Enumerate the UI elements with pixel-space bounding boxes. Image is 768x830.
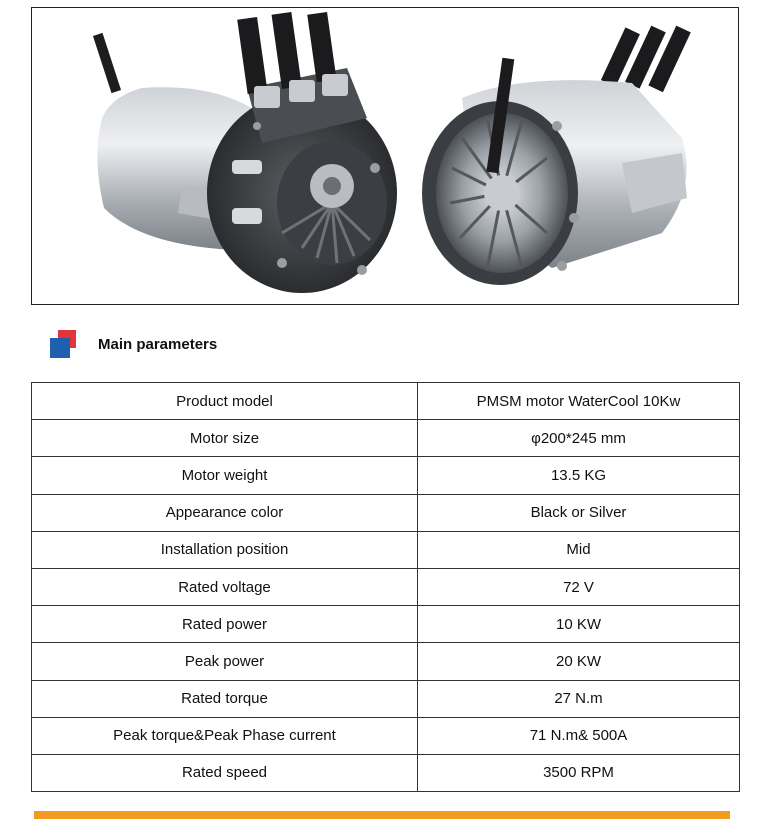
table-row (32, 606, 740, 643)
footer-accent-bar (34, 811, 730, 819)
param-label: Motor weight (32, 457, 418, 494)
table-row (32, 717, 740, 754)
param-value: Mid (418, 531, 740, 568)
param-label: Installation position (32, 531, 418, 568)
param-value: 10 KW (418, 606, 740, 643)
right-motor-image (422, 26, 691, 285)
table-row (32, 531, 740, 568)
section-title: Main parameters (98, 336, 218, 353)
param-value: 72 V (418, 568, 740, 605)
table-row (32, 420, 740, 457)
param-value: 71 N.m& 500A (418, 717, 740, 754)
table-row (32, 383, 740, 420)
table-row (32, 494, 740, 531)
param-label: Peak torque&Peak Phase current (32, 717, 418, 754)
table-row (32, 754, 740, 791)
motor-photos (32, 8, 739, 305)
param-label: Product model (32, 383, 418, 420)
left-motor-image (93, 12, 397, 293)
table-row (32, 680, 740, 717)
parameters-table (31, 382, 740, 792)
product-photo-frame (31, 7, 739, 305)
param-label: Peak power (32, 643, 418, 680)
param-label: Rated speed (32, 754, 418, 791)
table-row (32, 568, 740, 605)
section-header (50, 330, 450, 360)
param-value: φ200*245 mm (418, 420, 740, 457)
param-label: Rated torque (32, 680, 418, 717)
param-value: Black or Silver (418, 494, 740, 531)
table-row (32, 643, 740, 680)
param-value: PMSM motor WaterCool 10Kw (418, 383, 740, 420)
param-label: Appearance color (32, 494, 418, 531)
section-icon-blue-square (50, 338, 70, 358)
table-row (32, 457, 740, 494)
param-label: Rated power (32, 606, 418, 643)
param-value: 13.5 KG (418, 457, 740, 494)
param-value: 3500 RPM (418, 754, 740, 791)
param-label: Rated voltage (32, 568, 418, 605)
param-label: Motor size (32, 420, 418, 457)
param-value: 27 N.m (418, 680, 740, 717)
param-value: 20 KW (418, 643, 740, 680)
